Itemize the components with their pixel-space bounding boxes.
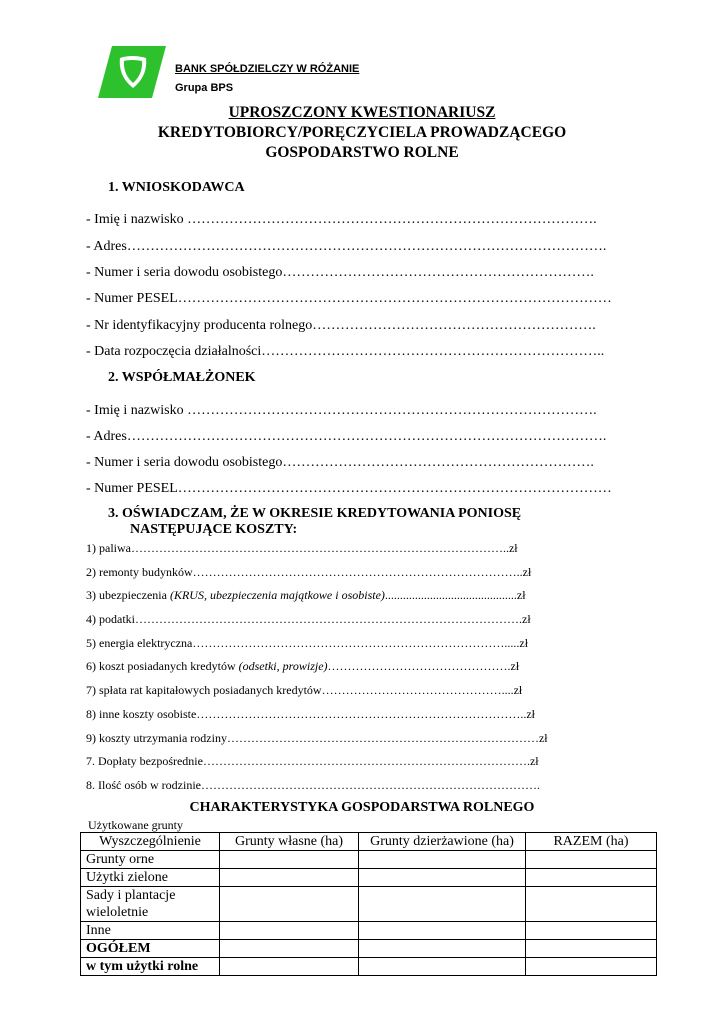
column-header: RAZEM (ha): [526, 833, 657, 851]
cost-fuel-field[interactable]: 1) paliwa…………………………………………………………………………………..zł: [86, 541, 518, 555]
land-use-table: [80, 832, 657, 976]
document-title-line2: KREDYTOBIORCY/PORĘCZYCIELA PROWADZĄCEGO: [157, 124, 567, 141]
row-label: Grunty orne: [81, 851, 220, 869]
column-header: Grunty własne (ha): [220, 833, 359, 851]
column-header: Wyszczególnienie: [81, 833, 220, 851]
applicant-producer-id-field[interactable]: - Nr identyfikacyjny producenta rolnego…………………………………………………….: [86, 318, 596, 333]
applicant-start-date-field[interactable]: - Data rozpoczęcia działalności………………………………………………………………..: [86, 344, 605, 359]
spouse-id-card-field[interactable]: - Numer i seria dowodu osobistego………………………………………………………….: [86, 455, 594, 470]
row-label: Inne: [81, 922, 220, 940]
spouse-address-field[interactable]: - Adres………………………………………………………………………………………….: [86, 429, 607, 444]
table-cell[interactable]: [359, 940, 526, 958]
table-cell[interactable]: [526, 922, 657, 940]
table-row: [81, 851, 657, 869]
bank-name: BANK SPÓŁDZIELCZY W RÓŻANIE: [175, 63, 360, 75]
table-header-row: [81, 833, 657, 851]
table-cell[interactable]: [220, 940, 359, 958]
applicant-address-field[interactable]: - Adres………………………………………………………………………………………….: [86, 239, 607, 254]
row-label: Użytki zielone: [81, 869, 220, 887]
table-row: [81, 940, 657, 958]
document-title-line3: GOSPODARSTWO ROLNE: [265, 144, 459, 161]
table-cell[interactable]: [359, 887, 526, 922]
family-size-field[interactable]: 8. Ilość osób w rodzinie………………………………………………………………………….: [86, 778, 540, 792]
row-label: w tym użytki rolne: [81, 958, 220, 976]
cost-loans-field[interactable]: 6) koszt posiadanych kredytów (odsetki, prowizje)……………………………………….zł: [86, 659, 520, 673]
table-cell[interactable]: [526, 940, 657, 958]
section-2-heading: 2. WSPÓŁMAŁŻONEK: [108, 370, 256, 385]
table-cell[interactable]: [359, 922, 526, 940]
table-cell[interactable]: [220, 887, 359, 922]
table-caption: Użytkowane grunty: [88, 818, 183, 832]
table-cell[interactable]: [526, 887, 657, 922]
bank-group: Grupa BPS: [175, 82, 234, 94]
table-row: [81, 887, 657, 922]
column-header: Grunty dzierżawione (ha): [359, 833, 526, 851]
table-cell[interactable]: [359, 958, 526, 976]
applicant-id-card-field[interactable]: - Numer i seria dowodu osobistego………………………………………………………….: [86, 265, 594, 280]
table-cell[interactable]: [526, 958, 657, 976]
table-cell[interactable]: [220, 869, 359, 887]
cost-family-upkeep-field[interactable]: 9) koszty utrzymania rodziny……………………………………………………………………zł: [86, 731, 548, 745]
table-row: [81, 922, 657, 940]
document-title-line1: UPROSZCZONY KWESTIONARIUSZ: [228, 104, 496, 121]
section-1-heading: 1. WNIOSKODAWCA: [108, 180, 245, 195]
table-row: [81, 958, 657, 976]
table-cell[interactable]: [526, 851, 657, 869]
cost-electricity-field[interactable]: 5) energia elektryczna…………………………………………………………………….....zł: [86, 636, 529, 650]
spouse-name-field[interactable]: - Imię i nazwisko …………………………………………………………………………….: [86, 403, 597, 418]
cost-renovation-field[interactable]: 2) remonty budynków………………………………………………………………………..zł: [86, 565, 532, 579]
cost-taxes-field[interactable]: 4) podatki…………………………………………………………………………………….zł: [86, 612, 531, 626]
row-label: Sady i plantacje wieloletnie: [81, 887, 220, 922]
table-cell[interactable]: [220, 922, 359, 940]
row-label: OGÓŁEM: [81, 940, 220, 958]
section-3-heading-line1: 3. OŚWIADCZAM, ŻE W OKRESIE KREDYTOWANIA PONIOSĘ: [108, 506, 522, 521]
table-cell[interactable]: [526, 869, 657, 887]
applicant-pesel-field[interactable]: - Numer PESEL…………………………………………………………………………………: [86, 291, 612, 306]
table-cell[interactable]: [359, 869, 526, 887]
farm-characteristics-heading: CHARAKTERYSTYKA GOSPODARSTWA ROLNEGO: [189, 800, 535, 815]
cost-other-personal-field[interactable]: 8) inne koszty osobiste………………………………………………………………………..zł: [86, 707, 535, 721]
spouse-pesel-field[interactable]: - Numer PESEL…………………………………………………………………………………: [86, 481, 612, 496]
direct-payments-field[interactable]: 7. Dopłaty bezpośrednie……………………………………………………………………….zł: [86, 754, 539, 768]
table-row: [81, 869, 657, 887]
cost-insurance-field[interactable]: 3) ubezpieczenia (KRUS, ubezpieczenia majątkowe i osobiste)............................................zł: [86, 588, 526, 602]
section-3-heading-line2: NASTĘPUJĄCE KOSZTY:: [130, 522, 298, 537]
cost-loan-installments-field[interactable]: 7) spłata rat kapitałowych posiadanych kredytów………………………………………....zł: [86, 683, 523, 697]
applicant-name-field[interactable]: - Imię i nazwisko …………………………………………………………………………….: [86, 212, 597, 227]
table-cell[interactable]: [220, 851, 359, 869]
table-cell[interactable]: [359, 851, 526, 869]
table-cell[interactable]: [220, 958, 359, 976]
bank-logo: [98, 46, 166, 98]
